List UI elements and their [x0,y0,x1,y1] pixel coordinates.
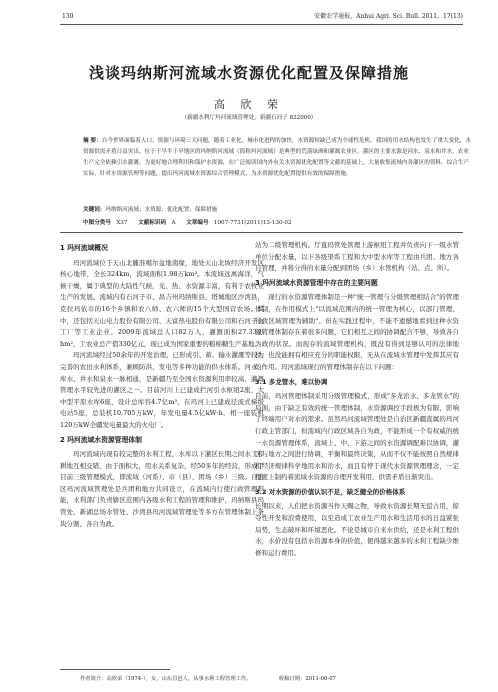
keywords-text: 玛纳斯河流域；水资源；优化配置；保障措施 [105,207,218,213]
right-column [255,240,459,559]
subsection-heading: 3.1 多龙管水，难以协调 [255,377,328,386]
keywords [83,205,471,216]
author-bio: 作者简介：高欣荣（1974-），女，山东昌邑人，从事水利工程管理工作。 [80,676,252,682]
section-heading: 1 玛河流域概况 [60,244,108,252]
footnote-divider [60,669,170,670]
classification-line [83,218,471,229]
author-affiliation: （新疆水利厅玛河流域管理处，新疆石河子 832000） [181,115,317,121]
article-author: 高 欣 荣 [214,98,284,111]
journal-info: 安徽农学通报，Anhui Agri. Sci. Bull. 2011，17(13) [314,13,463,20]
header-divider [60,232,463,233]
body-paragraph: 站为二级管理机构。厅直玛管处管理上游枢纽工程并负责向下一级水管单位分配水量，以下各级渠系工程和大中型水库等工程由兵团、地方各自管理，并将分得的水量分配到团场（乡）水管机构（站、点、所）。 [255,241,459,273]
article-no-label: 文章编号 [186,220,209,226]
keywords-label: 关键词： [83,207,106,213]
article-no-value: 1007-7731(2011)13-130-02 [213,220,292,226]
doc-code-label: 文献标识码 [138,220,167,226]
abstract [83,136,471,180]
body-paragraph: 玛河流域位于天山北麓准噶尔盆地南缘，地处天山北坡经济开发区核心地带，全长324km，流域面积1.98万km²。本流域远离海洋，气候干燥，属于典型的大陆性气候，光、热、水资源丰富，有利于农牧业生产的发展。流域内有石河子市、昌吉州玛纳斯县、塔城地区沙湾县，克拉玛依市的16个乡镇和农八师、农六师的15个大型国营农场。其中，还包括天山电力股份有限公司、天富热电股份有限公司和石河子化工厂等工业企业。2009年流域总人口82万人，灌溉面积27.33万hm²，工农业总产值330亿元，现已成为国家重要的粮棉糖生产基地。 [60,258,264,348]
abstract-label: 摘 要： [83,138,102,144]
section-heading: 3 玛河流域水资源管理中存在的主要问题 [255,278,378,287]
body-paragraph: 长期以来，人们把水资源当作天赐之物，导致水资源长期无偿占用，掠夺性开发和浪费使用，以至造成工农业生产用水和生活用水的日益紧张局势，生态破坏和环境恶化。不论是城市自来水供给，还是水利工程供水，水价没有包括水资源本身的价值，使得越来越多的水利工程缺少维修和运行费用。 [255,502,459,557]
page-number: 130 [62,13,74,20]
clc-value: X37 [116,220,128,226]
abstract-text: 自今世界面临着人口、资源与环境三大问题，随着工业化、城市化进程的加快，水资源短缺已成为全球性危机，我国的用水结构也发生了重大变化，水资源供需矛盾日益突出。位于干旱半干旱地区的玛纳斯河流域（简称玛河流域）是典型的荒漠绿洲和灌溉农业区，灌区的主要水源是河水、泉水和井水，农业生产完全依赖引水灌溉。为更好地合理利用和保护水资源，在广泛阅读国内外有关水资源优化配置等文献的基础上，大量收集流域内各灌区的资料，综合生产实际，针对水资源管理等问题，提出玛河流域水资源综合管理模式，为水资源优化配置提供有效的保障措施。 [83,138,471,178]
body-paragraph: 玛河流域经过50余年的开发治理，已形成引、蓄、输水灌溉等较为完善的农田水利体系，兼顾防洪、发电等多种功能的供水体系。河水、库水、井水和泉水一脉相通，是新疆乃至全国水资源利用率较高、灌溉管理水平较先进的灌区之一。目前河川上已建成拦河引水枢纽2座，大中型平原水库6座，设计总库容4.7亿m³。在玛河上已建成径流式梯级电站5座，总装机10.705万kW，年发电量4.5亿kW·h，相一座装机120万kW全疆发电量最大的火电厂。 [60,351,264,429]
article-title: 浅谈玛纳斯河流域水资源优化配置及保障措施 [88,64,409,82]
body-paragraph: 玛河流域内现有较完整的水利工程，水库以下灌区长期之间水工和耕地互相交错，由于面积大，用水关系复杂，经50多年的经营，形成了目前三级管理模式，即流域（河系）、市（县）、团场（乡）三级。自治区玛河流域管理处是兵团和地方共同设立，在流域内行使行政管理职能，水利部门负责辖区范围内各级水利工程的管理和维护，玛纳斯县玛管处、新湖总场水管处、沙湾县玛河流域管理处等多方在管理体制上条块分割、各自为政。 [60,450,264,528]
running-header [60,10,463,25]
footnote [80,674,463,684]
section-heading: 2 玛河流域水资源管理体制 [60,435,142,444]
body-paragraph: 目前，玛河管理体制采用分级管理模式，形成"多龙治水、多龙管水"的局面，由于缺乏有效的统一管理体制，水资源调控手段极为有限，影响了终端用户对水的需求。虽然玛河流域管理处是自治区新疆直属的玛河行政主管部门，但流域内行政区域各自为政，不能形成一个有权威的统一水资源管理体系，流域上、中、下游之间的水资源调配难以协调，灌区与地方之间进行协调，平衡和最终决策，从而不仅不能按照自然规律和经济规律科学地用水和治水，而且有悖于现代水资源管理理念，一定程度上制约着流域水资源的合理开发利用，供需矛盾日渐突出。 [255,392,459,482]
doc-code-value: A [171,220,176,226]
subsection-heading: 3.2 对水资源的价值认识不足，缺乏健全的价格体系 [255,487,406,496]
received-date: 收稿日期：2011-06-07 [278,676,336,682]
clc-label: 中图分类号 [83,220,111,226]
body-paragraph: 现行的水资源管理体制是一种"统一管理与分级管理相结合"的管理体制，在作用模式上"以流域范围内的统一管理为核心，以部门管理、行政区域管理为辅助"。但在实践过程中，不能不遗憾地看到这种水资源管理体制存在着很多问题，它们相互之间的协调配合不够，导致各自为政的状况。而现存的流域管理机构，既没有得到足够认可的法律地位，也没能拥有相应充分的职能权限，无从在流域水管理中发挥其应有的作用。玛河流域现行的管理体制存在以下问题： [255,293,459,371]
left-column [60,240,264,530]
